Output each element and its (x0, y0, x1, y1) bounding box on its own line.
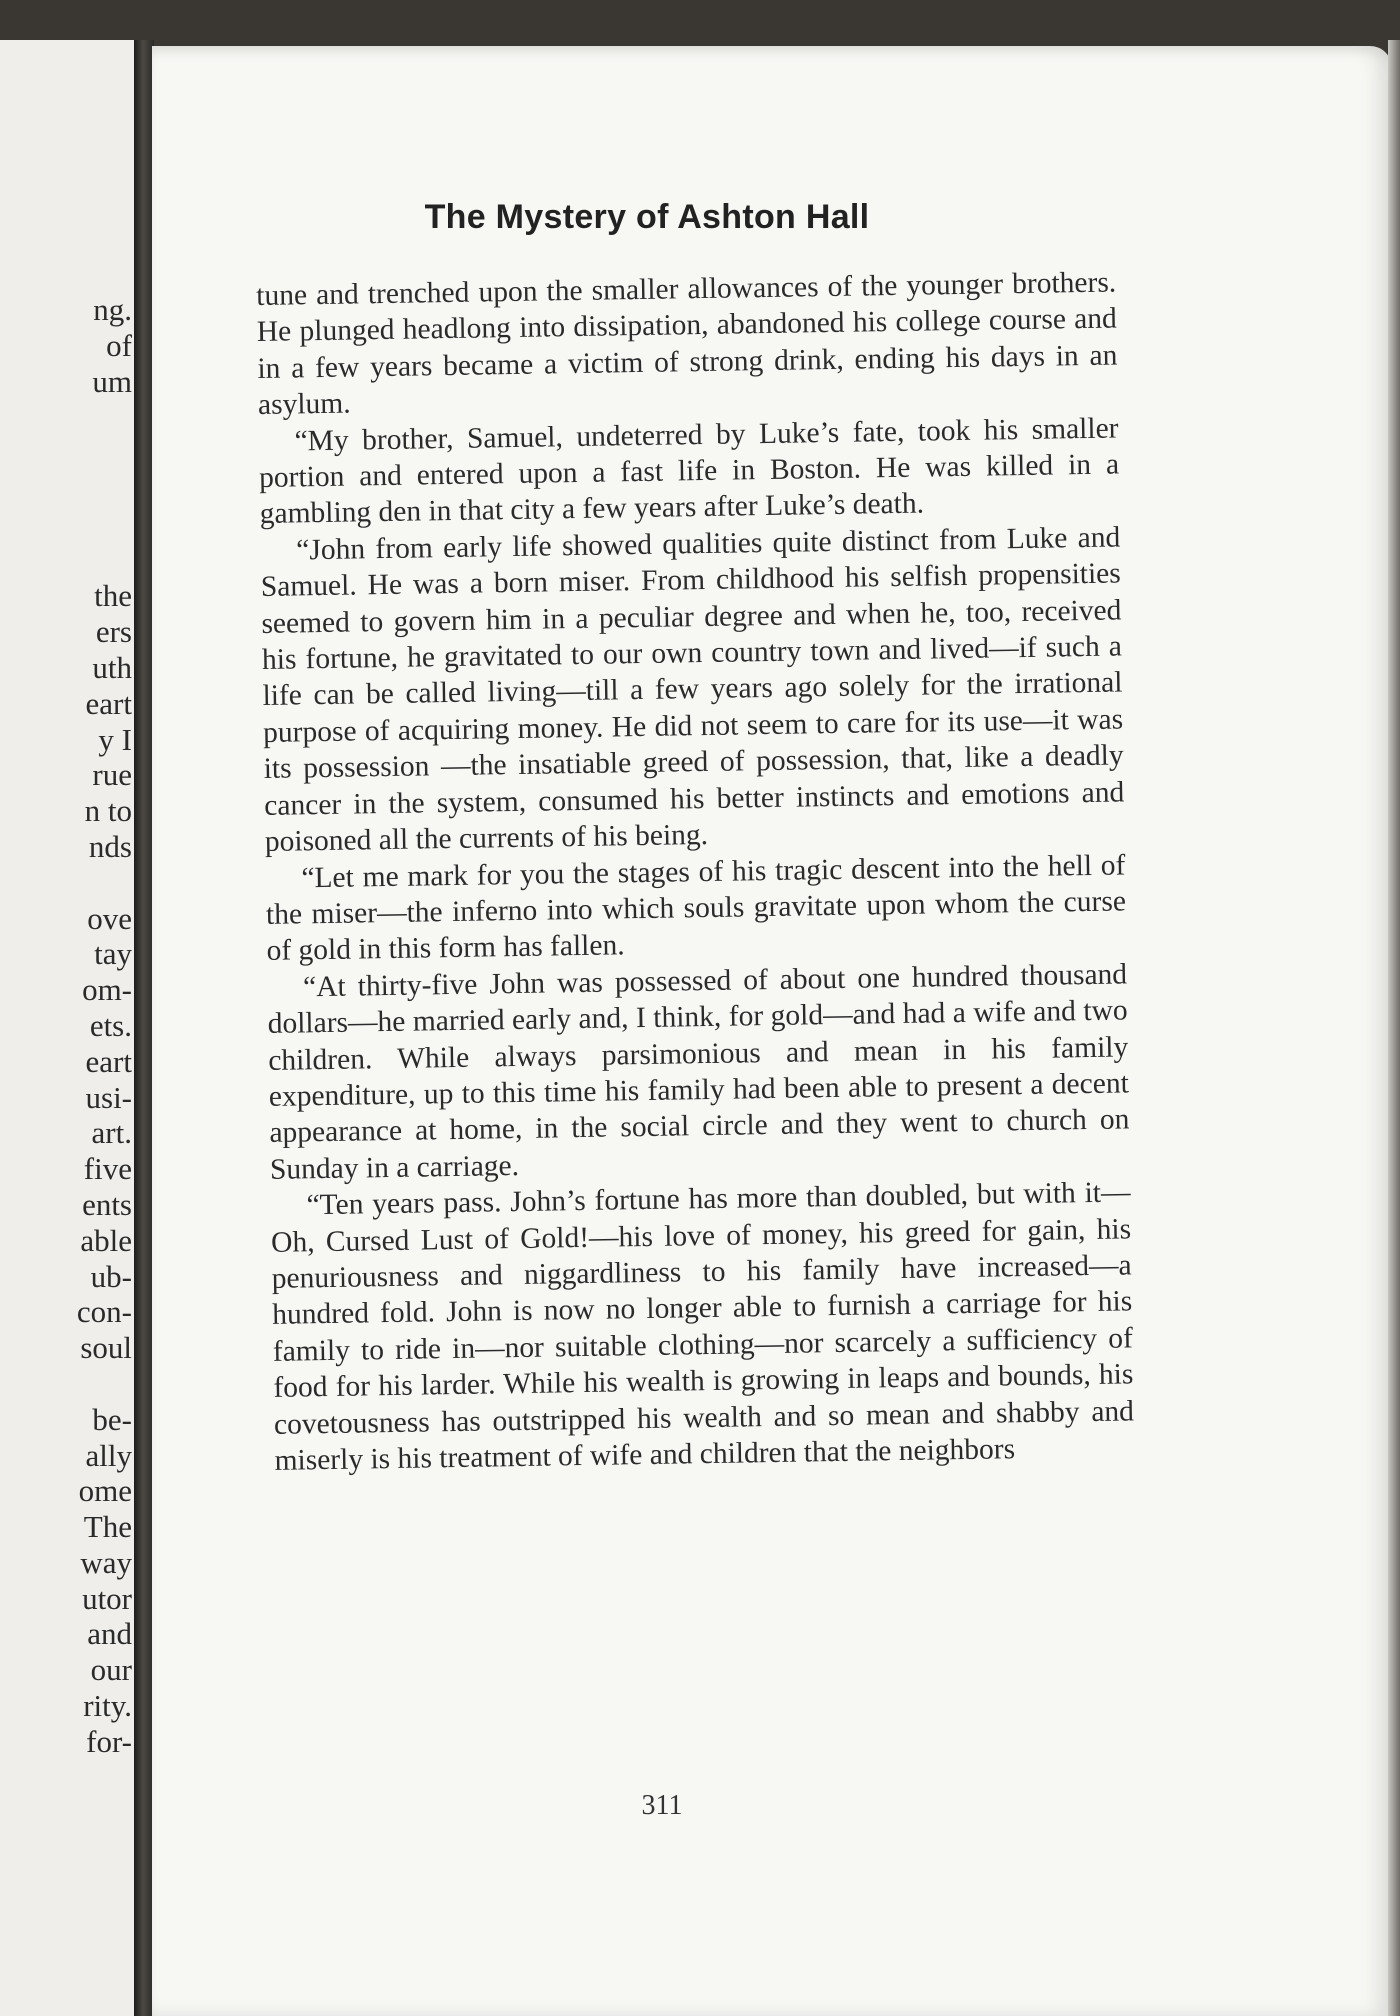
left-fragment-line: soul (80, 1330, 132, 1366)
left-fragment-line: our (90, 1652, 132, 1688)
left-fragment-line: The (83, 1509, 132, 1545)
paragraph: “Let me mark for you the stages of his tragic descent into the hell of the miser—the inferno into which souls gravitate upon whom the curse of gold in this form has fallen. (265, 848, 1127, 968)
left-fragment-line (0, 399, 132, 435)
left-facing-page (0, 40, 140, 2016)
left-fragment-line: utor (82, 1580, 132, 1616)
left-fragment-line: ove (87, 900, 132, 936)
left-fragment-line (0, 1366, 132, 1402)
left-fragment-line: n to (84, 793, 132, 829)
page-number: 311 (641, 1790, 683, 1821)
paragraph: “At thirty-five John was possessed of about one hundred thousand dollars—he married early and, I think, for gold—and had a wife and two children. While always parsimonious and mean in his family expenditure, up to this time his family had been able to present a decent appearance at home, in the social circle and they went to church on Sunday in a carriage. (267, 958, 1130, 1186)
left-fragment-line: able (80, 1222, 132, 1258)
left-fragment-line: ers (95, 614, 132, 650)
left-fragment-line: of (106, 327, 132, 363)
left-fragment-line: uth (92, 649, 132, 685)
left-fragment-line (0, 435, 132, 471)
left-fragment-line: y I (98, 721, 132, 757)
left-fragment-line: be- (92, 1401, 132, 1437)
left-fragment-line: for- (86, 1723, 132, 1759)
paragraph: “Ten years pass. John’s fortune has more than doubled, but with it—Oh, Cursed Lust of Gold!—his love of money, his greed for gain, his penuriousness and niggardliness to his family have increased—a hundred fold. John is now no longer able to furnish a carriage for his family to ride in—nor suitable clothing—nor scarcely a sufficiency of food for his larder. While his wealth is growing in leaps and bounds, his covetousness has outstripped his wealth and so mean and shabby and miserly is his treatment of wife and children that the neighbors (270, 1176, 1135, 1477)
left-fragment-line (0, 507, 132, 543)
book-gutter (134, 40, 154, 2016)
left-fragment-line: nds (88, 828, 132, 864)
left-fragment-line: ome (78, 1473, 132, 1509)
left-fragment-line: ng. (93, 292, 132, 327)
left-fragment-line: om- (82, 972, 132, 1008)
left-fragment-line: rity. (83, 1688, 132, 1724)
left-fragment-line: usi- (85, 1079, 132, 1115)
page-body-text (256, 264, 1135, 1479)
left-fragment-line: tay (94, 936, 132, 972)
paragraph: “John from early life showed qualities quite distinct from Luke and Samuel. He was a born miser. From childhood his selfish propensities seemed to govern him in a peculiar degree and when he, too, received his fortune, he gravitated to our own country town and lived—if such a life can be called living—till a few years ago solely for the irrational purpose of acquiring money. He did not seem to care for its use—it was its possession —the insatiable greed of possession, that, like a deadly cancer in the system, consumed his better instincts and emotions and poisoned all the currents of his being. (260, 521, 1125, 859)
left-fragment-line: ets. (89, 1007, 132, 1043)
left-page-text-fragments (0, 292, 132, 1760)
left-fragment-line (0, 471, 132, 507)
left-fragment-line: um (92, 363, 132, 399)
left-fragment-line: and (87, 1616, 132, 1652)
left-fragment-line: ents (82, 1186, 132, 1222)
left-fragment-line (0, 543, 132, 579)
book-page (152, 46, 1392, 2016)
left-fragment-line: the (94, 578, 132, 614)
paragraph: “My brother, Samuel, undeterred by Luke’s fate, took his smaller portion and entered upon a fast life in Boston. He was killed in a gambling den in that city a few years after Luke’s death. (258, 412, 1120, 531)
left-fragment-line: eart (85, 1043, 132, 1079)
left-fragment-line: art. (91, 1115, 132, 1151)
left-fragment-line: rue (92, 757, 132, 793)
left-fragment-line: eart (85, 685, 132, 721)
page-title: The Mystery of Ashton Hall (424, 198, 870, 236)
left-fragment-line (0, 865, 132, 901)
left-fragment-line: five (83, 1151, 132, 1187)
left-fragment-line: con- (76, 1294, 132, 1330)
left-fragment-line: ub- (90, 1258, 132, 1294)
left-fragment-line: way (80, 1544, 132, 1580)
page-edge-shadow (1388, 40, 1400, 2016)
paragraph: tune and trenched upon the smaller allowances of the younger brothers. He plunged headlong into dissipation, abandoned his college course and in a few years became a victim of strong drink, ending his days in an asylum. (256, 266, 1118, 422)
left-fragment-line: ally (85, 1437, 132, 1473)
